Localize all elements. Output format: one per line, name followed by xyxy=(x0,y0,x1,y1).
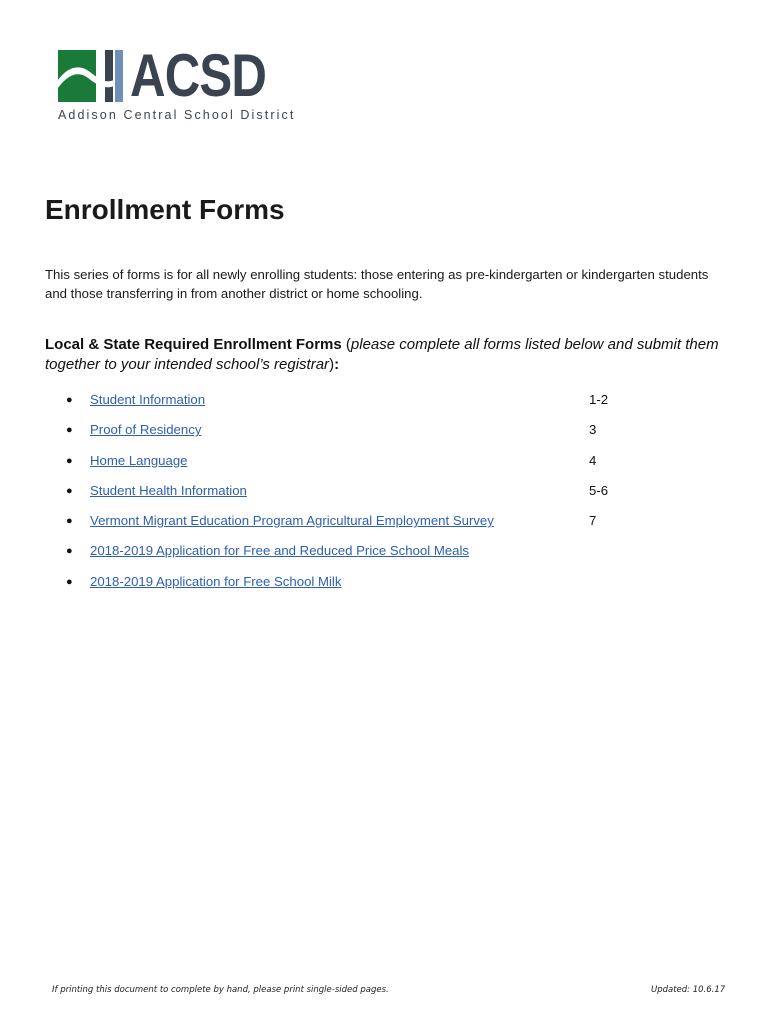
student-health-information-link[interactable]: Student Health Information xyxy=(90,482,247,498)
list-item xyxy=(0,540,770,570)
free-school-milk-link[interactable]: 2018-2019 Application for Free School Milk xyxy=(90,573,342,589)
student-information-link[interactable]: Student Information xyxy=(90,392,206,407)
proof-of-residency-link[interactable]: Proof of Residency xyxy=(90,422,202,438)
acsd-logo-mark-icon xyxy=(58,50,128,102)
list-item xyxy=(0,510,770,540)
form-pages: 7 xyxy=(589,513,597,529)
section-heading-paren-open: ( xyxy=(341,336,351,353)
bullet-icon: ● xyxy=(66,545,73,558)
bullet-icon: ● xyxy=(66,394,73,406)
form-pages: 3 xyxy=(589,422,597,438)
bullet-icon: ● xyxy=(66,515,73,528)
list-item xyxy=(0,450,770,480)
acsd-logo xyxy=(58,42,296,125)
section-heading-instructions: please complete all forms listed below and submit them together to your intended school’s registrar xyxy=(45,336,719,373)
form-pages: 4 xyxy=(589,452,597,468)
list-item xyxy=(0,419,770,449)
section-heading-paren-close: ) xyxy=(329,356,335,373)
list-item xyxy=(0,389,770,419)
section-heading-bold: Local & State Required Enrollment Forms xyxy=(45,336,342,353)
bullet-icon: ● xyxy=(66,575,73,588)
free-reduced-meals-link[interactable]: 2018-2019 Application for Free and Reduced Price School Meals xyxy=(90,543,470,559)
migrant-education-survey-link[interactable]: Vermont Migrant Education Program Agricultural Employment Survey xyxy=(90,513,494,529)
logo-subtitle: Addison Central School District xyxy=(58,108,296,122)
form-pages: 1-2 xyxy=(589,392,609,407)
bullet-icon: ● xyxy=(66,484,73,497)
list-item xyxy=(0,480,770,510)
intro-paragraph: This series of forms is for all newly enrolling students: those entering as pre-kindergarten or kindergarten students and those transferring in from another district or home schooling. xyxy=(45,267,709,301)
bullet-icon: ● xyxy=(66,454,73,467)
footer-note: If printing this document to complete by hand, please print single-sided pages. xyxy=(52,985,389,995)
page-title: Enrollment Forms xyxy=(45,194,285,225)
logo-wordmark: ACSD xyxy=(130,42,267,109)
home-language-link[interactable]: Home Language xyxy=(90,452,188,468)
section-heading-colon: : xyxy=(334,356,340,373)
section-heading xyxy=(45,335,735,375)
list-item xyxy=(0,571,770,601)
bullet-icon: ● xyxy=(66,424,73,437)
footer-updated: Updated: 10.6.17 xyxy=(651,985,726,995)
form-pages: 5-6 xyxy=(589,482,609,498)
forms-list xyxy=(0,389,770,601)
